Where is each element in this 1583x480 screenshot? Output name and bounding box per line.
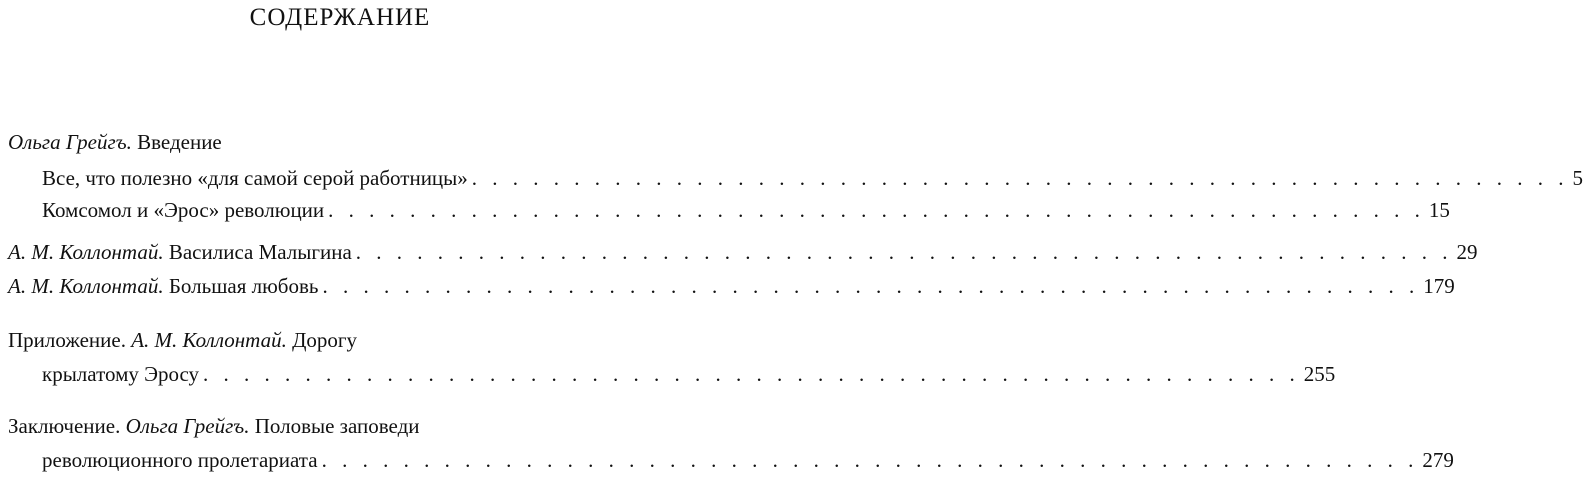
page-number: 279: [1422, 448, 1454, 472]
page-number: 15: [1428, 198, 1450, 222]
author-name: Ольга Грейгъ.: [8, 130, 132, 154]
toc-subentry: [42, 166, 1583, 191]
entry-prefix: Заключение.: [8, 414, 121, 438]
dot-leader: . . . . . . . . . . . . . . . . . . . . . . . . . . . . . . . . . . . . . . . . . . . . . . . . . . . . . .: [328, 198, 1425, 222]
dot-leader: . . . . . . . . . . . . . . . . . . . . . . . . . . . . . . . . . . . . . . . . . . . . . . . . . . . . . .: [471, 166, 1569, 190]
page-title: СОДЕРЖАНИЕ: [249, 4, 431, 31]
toc-entry-conclusion: [8, 414, 420, 439]
toc-subentry: [42, 198, 1450, 223]
page-number: 5: [1572, 166, 1583, 190]
entry-title: Все, что полезно «для самой серой работницы»: [42, 166, 468, 190]
page-number: 179: [1423, 274, 1455, 298]
toc-entry-appendix: [8, 328, 357, 353]
toc-entry-introduction: [8, 130, 222, 155]
author-name: А. М. Коллонтай.: [8, 274, 164, 298]
dot-leader: . . . . . . . . . . . . . . . . . . . . . . . . . . . . . . . . . . . . . . . . . . . . . . . . . . . . . .: [355, 240, 1453, 264]
entry-prefix: Приложение.: [8, 328, 126, 352]
author-name: А. М. Коллонтай.: [131, 328, 287, 352]
author-name: А. М. Коллонтай.: [8, 240, 164, 264]
entry-title: Василиса Малыгина: [168, 240, 352, 264]
dot-leader: . . . . . . . . . . . . . . . . . . . . . . . . . . . . . . . . . . . . . . . . . . . . . . . . . . . . . .: [203, 362, 1300, 386]
toc-entry-continuation: [42, 362, 1336, 387]
dot-leader: . . . . . . . . . . . . . . . . . . . . . . . . . . . . . . . . . . . . . . . . . . . . . . . . . . . . . .: [322, 274, 1420, 298]
entry-title: Большая любовь: [168, 274, 319, 298]
page-number: 29: [1456, 240, 1478, 264]
entry-title-line1: Половые заповеди: [254, 414, 420, 438]
entry-title-line2: революционного пролетариата: [42, 448, 318, 472]
entry-title-line1: Дорогу: [292, 328, 358, 352]
page-number: 255: [1303, 362, 1336, 386]
toc-entry: [8, 274, 1455, 299]
entry-title-line2: крылатому Эросу: [42, 362, 200, 386]
entry-heading: Введение: [137, 130, 222, 154]
entry-title: Комсомол и «Эрос» революции: [42, 198, 325, 222]
dot-leader: . . . . . . . . . . . . . . . . . . . . . . . . . . . . . . . . . . . . . . . . . . . . . . . . . . . . . .: [321, 448, 1419, 472]
author-name: Ольга Грейгъ.: [125, 414, 250, 438]
toc-entry-continuation: [42, 448, 1454, 473]
toc-entry: [8, 240, 1478, 265]
